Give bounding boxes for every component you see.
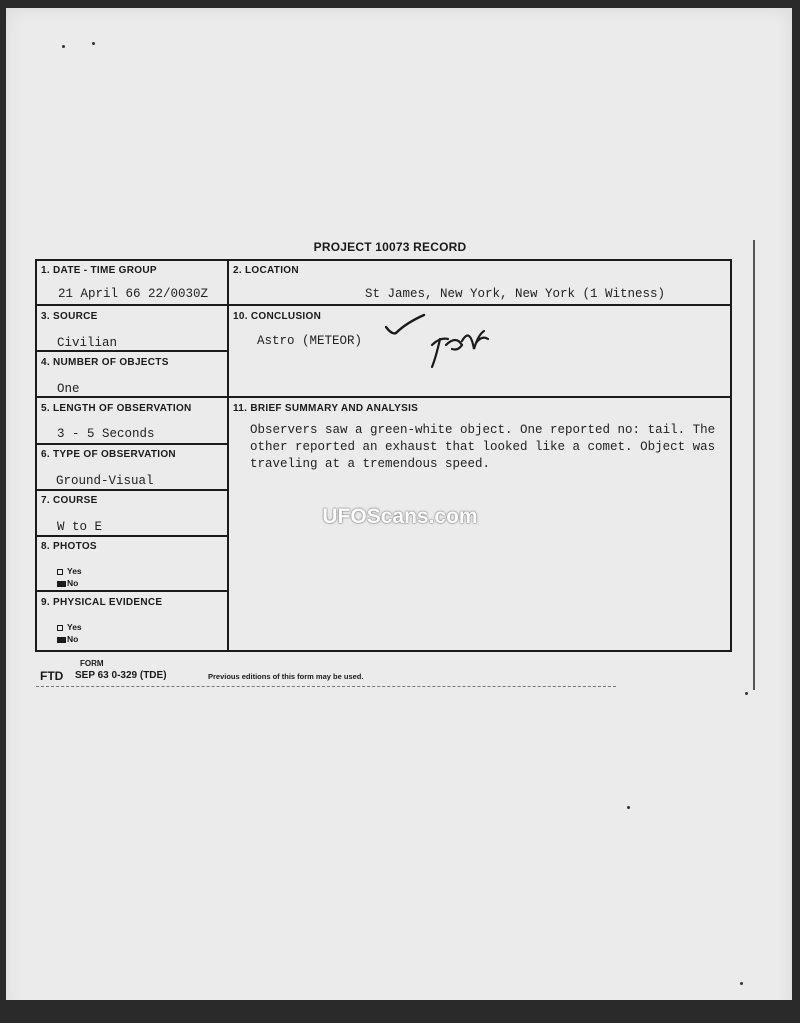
checked-box-icon [57, 581, 66, 587]
number-of-objects-value: One [57, 382, 80, 396]
scan-speck [745, 692, 748, 695]
row-divider [36, 489, 227, 491]
scan-margin-line [753, 240, 755, 690]
photos-yes-option: Yes [57, 566, 82, 576]
footer-ftd: FTD [40, 669, 64, 683]
source-value: Civilian [57, 336, 118, 350]
date-time-group-value: 21 April 66 22/0030Z [58, 287, 209, 301]
physical-evidence-yes-option: Yes [57, 622, 82, 632]
brief-summary-label: 11. BRIEF SUMMARY AND ANALYSIS [233, 403, 419, 414]
footer-form-code: SEP 63 0-329 (TDE) [75, 670, 167, 681]
row-divider [36, 396, 731, 398]
length-of-observation-label: 5. LENGTH OF OBSERVATION [41, 403, 192, 414]
row-divider [36, 590, 227, 592]
photos-no-option: No [57, 578, 78, 588]
checkbox-icon [57, 625, 63, 631]
type-of-observation-value: Ground-Visual [56, 474, 154, 488]
footer-form-word: FORM [80, 659, 104, 668]
physical-evidence-no-option: No [57, 634, 78, 644]
source-label: 3. SOURCE [41, 311, 98, 322]
number-of-objects-label: 4. NUMBER OF OBJECTS [41, 357, 169, 368]
row-divider [36, 350, 227, 352]
brief-summary-text [250, 422, 750, 473]
watermark: UFOScans.com [322, 505, 478, 528]
scan-speck [627, 806, 630, 809]
scan-speck [92, 42, 95, 45]
summary-line: Observers saw a green-white object. One reported no: tail. The [250, 423, 716, 437]
date-time-group-label: 1. DATE - TIME GROUP [41, 265, 157, 276]
scan-edge [0, 1000, 800, 1023]
row-divider [36, 535, 227, 537]
column-divider [227, 260, 229, 651]
footer-note: Previous editions of this form may be used. [208, 672, 364, 681]
scan-speck [740, 982, 743, 985]
summary-line: traveling at a tremendous speed. [250, 457, 491, 471]
checkbox-icon [57, 569, 63, 575]
summary-line: other reported an exhaust that looked like a comet. Object was [250, 440, 716, 454]
conclusion-value: Astro (METEOR) [257, 334, 363, 348]
type-of-observation-label: 6. TYPE OF OBSERVATION [41, 449, 176, 460]
scan-speck [62, 45, 65, 48]
row-divider [36, 443, 227, 445]
length-of-observation-value: 3 - 5 Seconds [57, 427, 155, 441]
location-label: 2. LOCATION [233, 265, 299, 276]
handwritten-checkmark-and-initials [380, 305, 500, 380]
checked-box-icon [57, 637, 66, 643]
photos-label: 8. PHOTOS [41, 541, 97, 552]
record-title: PROJECT 10073 RECORD [313, 240, 467, 254]
course-value: W to E [57, 520, 103, 534]
conclusion-label: 10. CONCLUSION [233, 311, 322, 322]
physical-evidence-label: 9. PHYSICAL EVIDENCE [41, 597, 163, 608]
footer-rule [36, 686, 616, 687]
course-label: 7. COURSE [41, 495, 98, 506]
location-value: St James, New York, New York (1 Witness) [365, 287, 666, 301]
